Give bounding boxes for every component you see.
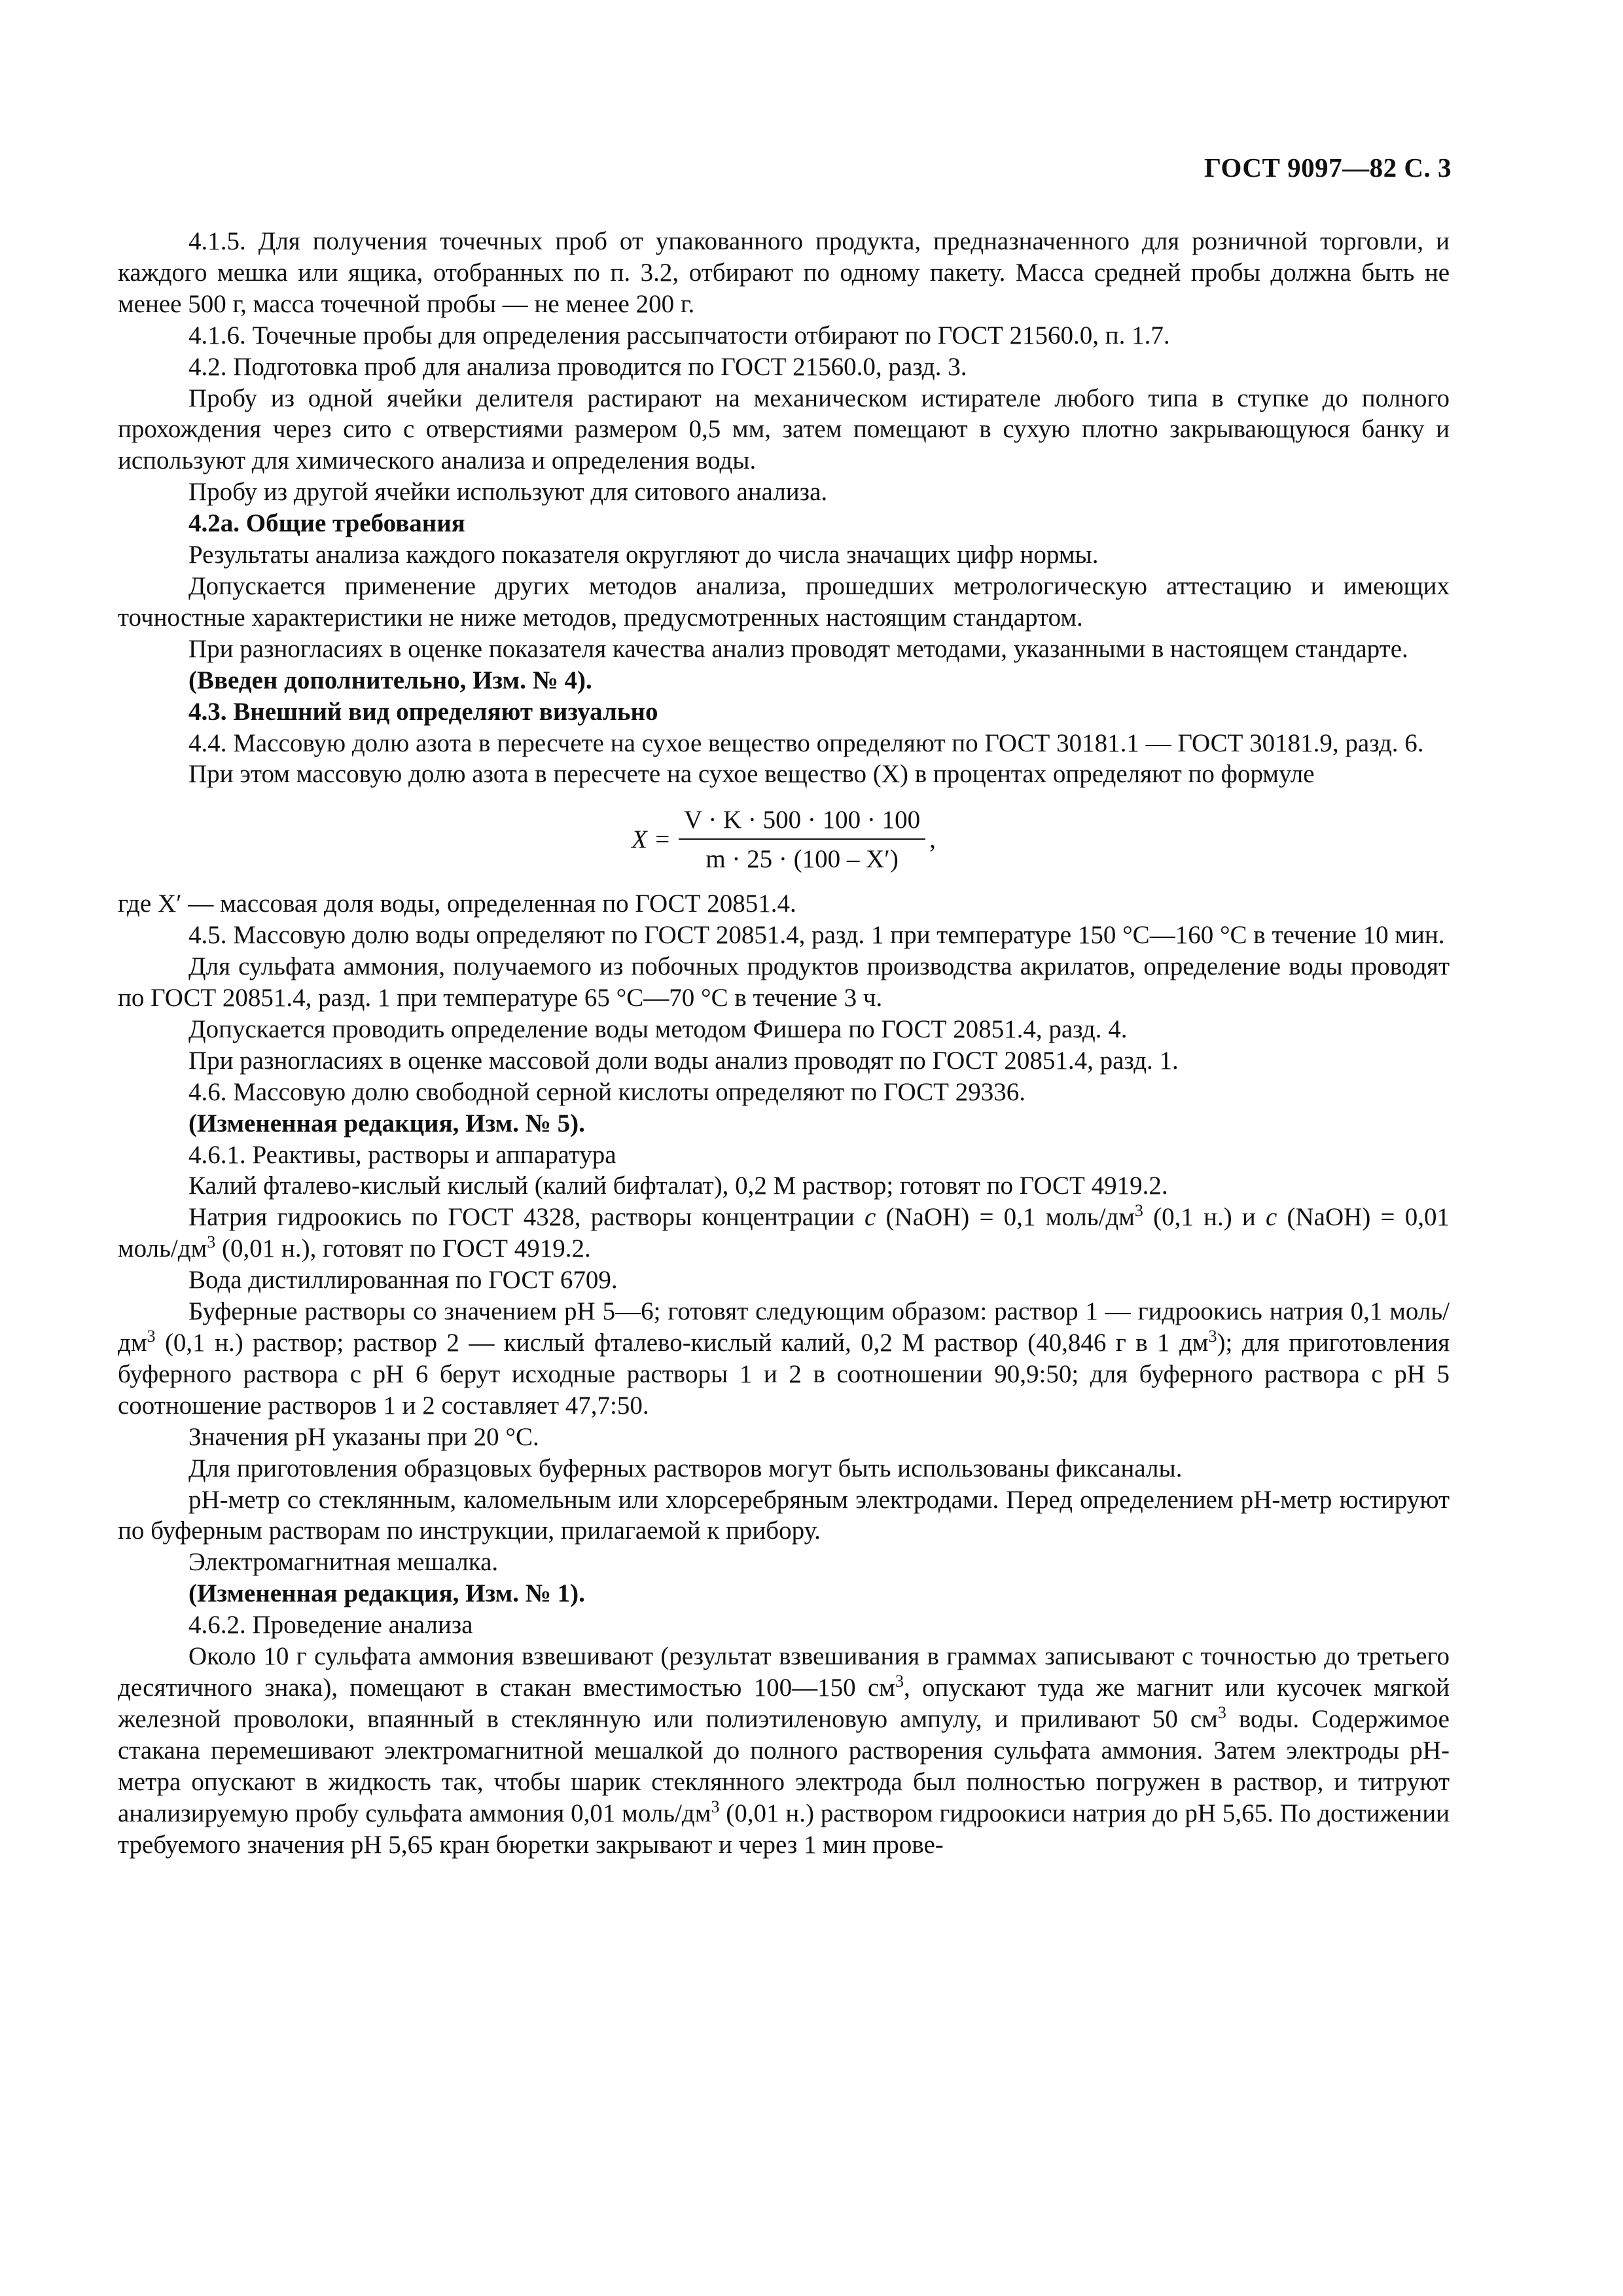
formula-lhs: X = <box>632 825 671 854</box>
paragraph-sieve-sample: Пробу из другой ячейки используют для ситового анализа. <box>188 478 828 507</box>
document-body <box>118 226 1450 1860</box>
amendment-note-4: (Введен дополнительно, Изм. № 4). <box>188 666 592 694</box>
paragraph-fixanals: Для приготовления образцовых буферных растворов могут быть использованы фиксаналы. <box>188 1454 1183 1482</box>
paragraph-fischer: Допускается проводить определение воды методом Фишера по ГОСТ 20851.4, разд. 4. <box>188 1014 1128 1043</box>
paragraph-naoh: Натрия гидроокись по ГОСТ 4328, растворы концентрации c (NaOH) = 0,1 моль/$дм^3$ (0,1 н.) и c (NaOH) = 0,01 моль/$дм^3$ (0,01 н.), готовят по ГОСТ 4919.2. <box>118 1201 1450 1263</box>
section-heading-4-3: 4.3. Внешний вид определяют визуально <box>188 697 658 726</box>
paragraph-4-5: 4.5. Массовую долю воды определяют по ГОСТ 20851.4, разд. 1 при температуре 150 °С—160 °С в течение 10 мин. <box>188 921 1445 950</box>
section-heading-4-2a: 4.2а. Общие требования <box>188 509 465 538</box>
paragraph-stirrer: Электромагнитная мешалка. <box>188 1548 499 1577</box>
paragraph-rounding: Результаты анализа каждого показателя округляют до числа значащих цифр нормы. <box>188 541 1099 569</box>
paragraph-disputes: При разногласиях в оценке показателя качества анализ проводят методами, указанными в настоящем стандарте. <box>188 634 1408 663</box>
amendment-note-5: (Измененная редакция, Изм. № 5). <box>188 1109 585 1138</box>
formula-fraction <box>679 804 925 875</box>
paragraph-4-4: 4.4. Массовую долю азота в пересчете на сухое вещество определяют по ГОСТ 30181.1 — ГОСТ 30181.9, разд. 6. <box>188 728 1424 757</box>
paragraph-4-6: 4.6. Массовую долю свободной серной кислоты определяют по ГОСТ 29336. <box>188 1077 1026 1106</box>
formula-numerator: V · K · 500 · 100 · 100 <box>679 804 925 840</box>
paragraph-where-x: где X′ — массовая доля воды, определенная по ГОСТ 20851.4. <box>118 889 796 918</box>
paragraph-ph-temp: Значения рН указаны при 20 °С. <box>188 1422 539 1451</box>
paragraph-acrylates: Для сульфата аммония, получаемого из побочных продуктов производства акрилатов, определение воды проводят по ГОСТ 20851.4, разд. 1 при температуре 65 °С—70 °С в течение 3 ч. <box>118 952 1450 1013</box>
paragraph-ph-meter: рН-метр со стеклянным, каломельным или хлорсеребряным электродами. Перед определением рН-метр юстируют по буферным растворам по инструкции, прилагаемой к прибору. <box>118 1485 1450 1545</box>
amendment-note-1: (Измененная редакция, Изм. № 1). <box>188 1579 585 1608</box>
paragraph-4-1-5: 4.1.5. Для получения точечных проб от упакованного продукта, предназначенного для розничной торговли, и каждого мешка или ящика, отобранных по п. 3.2, отбирают по одному пакету. Масса средней пробы должна быть не менее 500 г, масса точечной пробы — не менее 200 г. <box>118 227 1450 318</box>
paragraph-biphthalate: Калий фталево-кислый кислый (калий бифталат), 0,2 М раствор; готовят по ГОСТ 4919.2. <box>188 1172 1168 1200</box>
paragraph-other-methods: Допускается применение других методов анализа, прошедших метрологическую аттестацию и имеющих точностные характеристики не ниже методов, предусмотренных настоящим стандартом. <box>118 571 1450 632</box>
paragraph-analysis-procedure: Около 10 г сульфата аммония взвешивают (результат взвешивания в граммах записывают с точностью до третьего десятичного знака), помещают в стакан вместимостью 100—150 $см^3$, опускают туда же магнит или кусочек мягкой железной проволоки, впаянный в стеклянную или полиэтиленовую ампулу, и приливают 50 $см^3$ воды. Содержимое стакана перемешивают электромагнитной мешалкой до полного растворения сульфата аммония. Затем электроды рН-метра опускают в жидкость так, чтобы шарик стеклянного электрода был полностью погружен в раствор, и титруют анализируемую пробу сульфата аммония 0,01 моль/$дм^3$ (0,01 н.) раствором гидроокиси натрия до рН 5,65. По достижении требуемого значения рН 5,65 кран бюретки закрывают и через 1 мин прове- <box>118 1642 1450 1859</box>
paragraph-4-6-1: 4.6.1. Реактивы, растворы и аппаратура <box>188 1140 616 1169</box>
page-header: ГОСТ 9097—82 С. 3 <box>1204 152 1452 183</box>
paragraph-formula-intro: При этом массовую долю азота в пересчете на сухое вещество (X) в процентах определяют по формуле <box>188 760 1315 789</box>
paragraph-4-2: 4.2. Подготовка проб для анализа проводится по ГОСТ 21560.0, разд. 3. <box>188 352 967 381</box>
paragraph-sample-grinding: Пробу из одной ячейки делителя растирают на механическом истирателе любого типа в ступке до полного прохождения через сито с отверстиями размером 0,5 мм, затем помещают в сухую плотно закрывающуюся банку и используют для химического анализа и определения воды. <box>118 384 1450 475</box>
paragraph-4-1-6: 4.1.6. Точечные пробы для определения рассыпчатости отбирают по ГОСТ 21560.0, п. 1.7. <box>188 321 1170 350</box>
nitrogen-formula <box>118 794 1450 886</box>
formula-comma: , <box>929 825 936 854</box>
paragraph-distilled-water: Вода дистиллированная по ГОСТ 6709. <box>188 1266 618 1295</box>
paragraph-buffer-solutions: Буферные растворы со значением рН 5—6; готовят следующим образом: раствор 1 — гидроокись натрия 0,1 моль/$дм^3$ (0,1 н.) раствор; раствор 2 — кислый фталево-кислый калий, 0,2 М раствор (40,846 г в 1 $дм^3$); для приготовления буферного раствора с рН 6 берут исходные растворы 1 и 2 в соотношении 90,9:50; для буферного раствора с рН 5 соотношение растворов 1 и 2 составляет 47,7:50. <box>118 1297 1450 1420</box>
paragraph-water-disputes: При разногласиях в оценке массовой доли воды анализ проводят по ГОСТ 20851.4, разд. 1. <box>188 1046 1179 1075</box>
formula-denominator: m · 25 · (100 – X′) <box>705 845 899 874</box>
paragraph-4-6-2: 4.6.2. Проведение анализа <box>188 1611 473 1640</box>
